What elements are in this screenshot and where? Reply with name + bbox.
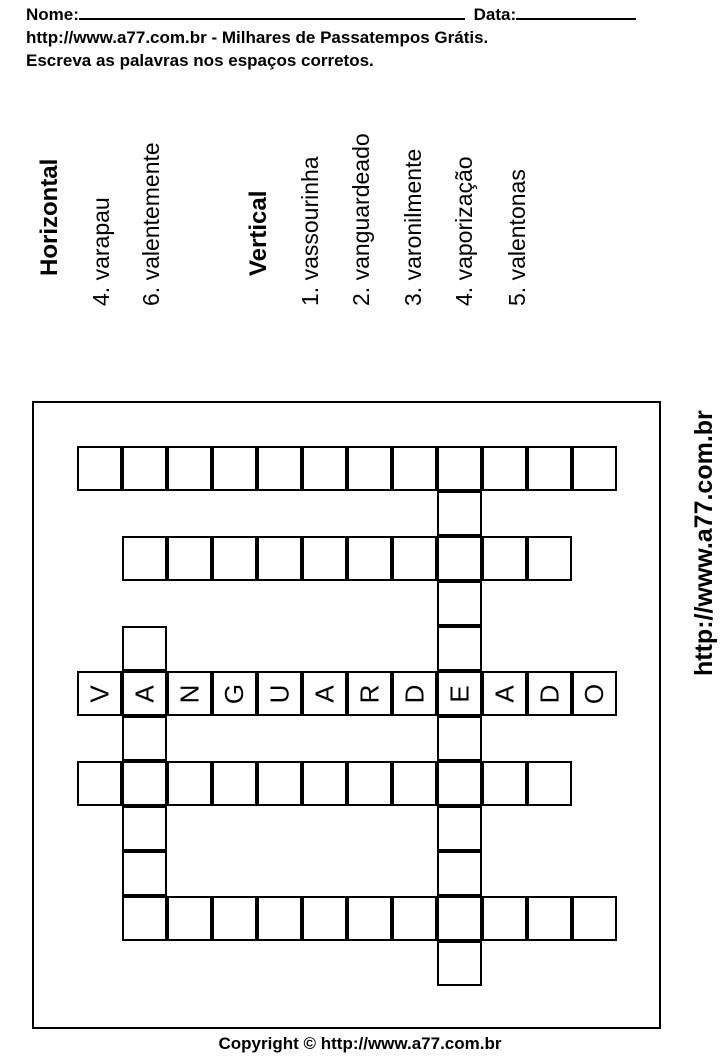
grid-cell-letter: D [399, 684, 430, 703]
grid-cell[interactable] [347, 761, 392, 806]
instruction: Escreva as palavras nos espaços corretos. [26, 51, 374, 70]
grid-cell-letter-box [304, 673, 345, 714]
grid-cell[interactable] [212, 896, 257, 941]
grid-cell[interactable] [527, 761, 572, 806]
side-url: http://www.a77.com.br [690, 410, 718, 676]
grid-cell-letter: N [174, 684, 205, 703]
grid-cell[interactable] [167, 446, 212, 491]
grid-cell[interactable] [392, 896, 437, 941]
grid-cell[interactable] [122, 761, 167, 806]
grid-cell[interactable] [257, 671, 302, 716]
grid-cell[interactable] [347, 536, 392, 581]
grid-cell[interactable] [437, 671, 482, 716]
grid-cell-letter: O [579, 683, 610, 704]
grid-cell-letter-box [79, 673, 120, 714]
grid-cell-letter: R [354, 684, 385, 703]
grid-cell[interactable] [77, 761, 122, 806]
grid-cell[interactable] [572, 446, 617, 491]
grid-cell[interactable] [572, 671, 617, 716]
grid-cell-letter-box [574, 673, 615, 714]
grid-cell[interactable] [302, 896, 347, 941]
grid-cell[interactable] [482, 761, 527, 806]
grid-cell-letter-box [214, 673, 255, 714]
grid-cell-letter: A [489, 684, 520, 703]
grid-cell-letter-box [529, 673, 570, 714]
grid-cell[interactable] [527, 671, 572, 716]
grid-cell[interactable] [122, 716, 167, 761]
grid-cell[interactable] [167, 761, 212, 806]
grid-cell[interactable] [212, 671, 257, 716]
grid-cell-letter-box [169, 673, 210, 714]
grid-cell[interactable] [437, 896, 482, 941]
grid-cell[interactable] [572, 896, 617, 941]
name-label: Nome: [26, 5, 79, 24]
grid-cell-letter-box [484, 673, 525, 714]
grid-cell[interactable] [392, 446, 437, 491]
copyright-footer: Copyright © http://www.a77.com.br [218, 1034, 502, 1053]
grid-cell-letter-box [439, 673, 480, 714]
grid-cell[interactable] [257, 896, 302, 941]
horizontal-clue-4: 4. varapau [88, 197, 114, 306]
grid-cell[interactable] [482, 536, 527, 581]
grid-cell[interactable] [482, 671, 527, 716]
vertical-clue-1: 1. vassourinha [297, 156, 323, 306]
grid-cell-letter: U [264, 684, 295, 703]
date-label: Data: [473, 5, 517, 24]
grid-cell[interactable] [437, 581, 482, 626]
grid-cell[interactable] [302, 671, 347, 716]
grid-cell[interactable] [437, 941, 482, 986]
grid-cell[interactable] [347, 446, 392, 491]
grid-cell[interactable] [527, 446, 572, 491]
grid-cell[interactable] [122, 851, 167, 896]
grid-cell[interactable] [302, 761, 347, 806]
grid-cell[interactable] [347, 671, 392, 716]
grid-cell[interactable] [437, 806, 482, 851]
grid-cell[interactable] [257, 761, 302, 806]
grid-cell[interactable] [392, 536, 437, 581]
grid-cell[interactable] [212, 446, 257, 491]
grid-cell[interactable] [392, 761, 437, 806]
grid-cell[interactable] [167, 896, 212, 941]
grid-cell[interactable] [77, 446, 122, 491]
grid-cell[interactable] [122, 896, 167, 941]
grid-cell[interactable] [122, 671, 167, 716]
date-blank [516, 4, 636, 20]
grid-cell[interactable] [122, 536, 167, 581]
vertical-clue-2: 2. vanguardeado [348, 133, 374, 306]
grid-cell[interactable] [482, 896, 527, 941]
grid-cell[interactable] [437, 716, 482, 761]
vertical-heading: Vertical [245, 190, 272, 276]
vertical-clue-3: 3. varonilmente [400, 148, 426, 306]
grid-cell[interactable] [212, 536, 257, 581]
grid-cell-letter: A [129, 684, 160, 703]
grid-cell[interactable] [437, 761, 482, 806]
grid-cell[interactable] [392, 671, 437, 716]
grid-cell-letter: A [309, 684, 340, 703]
vertical-clue-5: 5. valentonas [504, 169, 530, 306]
grid-cell[interactable] [77, 671, 122, 716]
grid-cell[interactable] [302, 536, 347, 581]
grid-cell[interactable] [527, 896, 572, 941]
grid-cell[interactable] [167, 671, 212, 716]
grid-cell[interactable] [437, 851, 482, 896]
grid-cell[interactable] [437, 536, 482, 581]
name-blank [79, 4, 465, 20]
grid-cell[interactable] [212, 761, 257, 806]
grid-cell-letter: G [219, 683, 250, 704]
grid-cell[interactable] [167, 536, 212, 581]
grid-cell[interactable] [122, 626, 167, 671]
grid-cell[interactable] [257, 536, 302, 581]
grid-cell[interactable] [437, 491, 482, 536]
grid-cell[interactable] [437, 626, 482, 671]
grid-cell[interactable] [347, 896, 392, 941]
grid-cell[interactable] [122, 806, 167, 851]
grid-cell-letter: V [84, 684, 115, 703]
grid-cell[interactable] [437, 446, 482, 491]
grid-cell[interactable] [302, 446, 347, 491]
grid-cell-letter: E [444, 684, 475, 703]
vertical-clue-4: 4. vaporização [451, 156, 477, 306]
grid-cell[interactable] [482, 446, 527, 491]
grid-cell[interactable] [257, 446, 302, 491]
grid-cell[interactable] [122, 446, 167, 491]
grid-cell-letter: D [534, 684, 565, 703]
grid-cell-letter-box [394, 673, 435, 714]
horizontal-clue-6: 6. valentemente [138, 142, 164, 306]
grid-cell[interactable] [527, 536, 572, 581]
site-line: http://www.a77.com.br - Milhares de Passatempos Grátis. [26, 28, 489, 47]
horizontal-heading: Horizontal [36, 158, 63, 276]
grid-cell-letter-box [259, 673, 300, 714]
grid-cell-letter-box [124, 673, 165, 714]
grid-cell-letter-box [349, 673, 390, 714]
name-date-line [26, 4, 636, 25]
